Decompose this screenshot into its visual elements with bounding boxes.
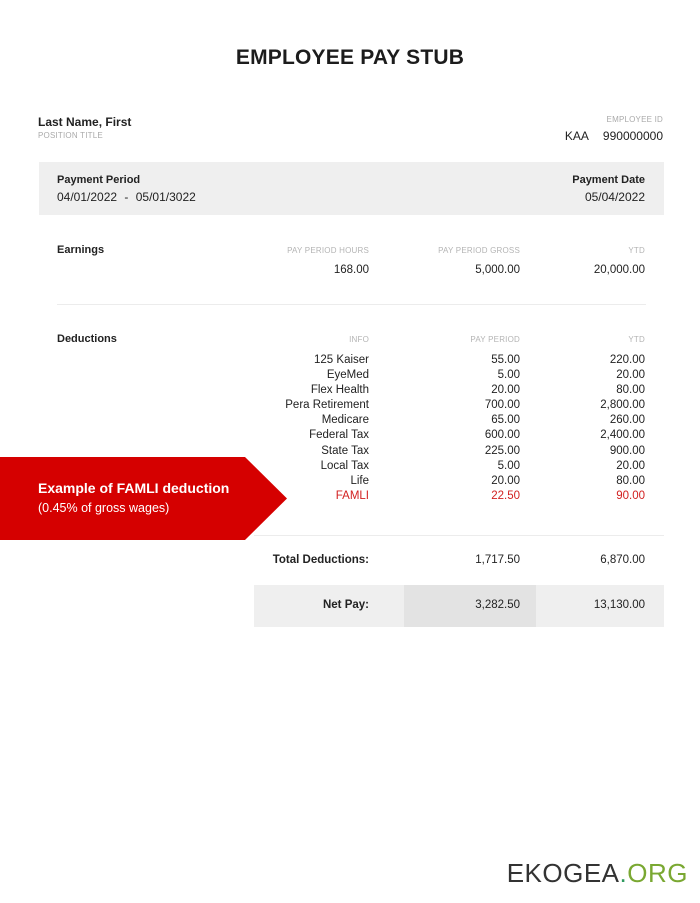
period-separator: -: [124, 190, 129, 204]
earnings-hours: 168.00: [333, 264, 369, 276]
net-pay-ytd: 13,130.00: [593, 599, 645, 611]
deduction-ytd: 2,800.00: [600, 399, 645, 412]
deduction-ytd: 2,400.00: [600, 429, 645, 442]
deduction-info: State Tax: [321, 444, 369, 457]
earnings-header-hours: PAY PERIOD HOURS: [287, 246, 369, 255]
deduction-info: Medicare: [321, 414, 369, 427]
earnings-ytd: 20,000.00: [593, 264, 645, 276]
employee-position: POSITION TITLE: [38, 131, 103, 140]
deductions-header-info: INFO: [349, 335, 369, 344]
brand-part-1: EKOGEA: [506, 858, 620, 888]
deduction-period: 5.00: [497, 369, 520, 382]
deduction-ytd: 80.00: [616, 474, 645, 487]
deductions-ytd-column: [600, 353, 645, 504]
deduction-period: 600.00: [484, 429, 520, 442]
total-deductions-period: 1,717.50: [475, 554, 520, 566]
deduction-period: 22.50: [491, 489, 520, 502]
net-pay-period: 3,282.50: [475, 599, 520, 611]
deduction-period: 225.00: [484, 444, 520, 457]
earnings-gross: 5,000.00: [475, 264, 520, 276]
page-title: EMPLOYEE PAY STUB: [235, 46, 465, 69]
deduction-ytd: 220.00: [609, 354, 645, 366]
earnings-label: Earnings: [57, 244, 105, 256]
deduction-ytd: 20.00: [616, 369, 645, 382]
deduction-ytd: 90.00: [616, 489, 645, 502]
earnings-header-gross: PAY PERIOD GROSS: [438, 246, 520, 255]
deduction-ytd: 20.00: [616, 459, 645, 472]
payment-period-panel: [39, 162, 664, 215]
payment-date-label: Payment Date: [572, 174, 645, 186]
employee-name: Last Name, First: [38, 115, 132, 129]
callout-subtitle: (0.45% of gross wages): [38, 501, 170, 515]
deduction-info: Life: [350, 474, 369, 487]
deduction-ytd: 260.00: [609, 414, 645, 427]
deduction-period: 20.00: [491, 474, 520, 487]
brand-part-3: ORG: [627, 858, 688, 888]
deductions-header-period: PAY PERIOD: [470, 335, 520, 344]
callout-title: Example of FAMLI deduction: [38, 480, 230, 496]
deductions-header-ytd: YTD: [628, 335, 645, 344]
deductions-info-column: [285, 353, 369, 504]
deduction-info: Pera Retirement: [285, 399, 369, 412]
brand-logo: [507, 858, 688, 889]
payment-period-label: Payment Period: [57, 174, 141, 186]
employee-id-label: EMPLOYEE ID: [606, 115, 663, 124]
employee-id: 990000000: [602, 129, 663, 143]
section-divider: [57, 304, 646, 305]
deduction-ytd: 900.00: [609, 444, 645, 457]
totals-divider: [254, 535, 664, 536]
earnings-header-ytd: YTD: [628, 246, 645, 255]
period-start: 04/01/2022: [57, 190, 118, 204]
callout-arrow-shape: [0, 457, 287, 540]
employee-code: KAA: [564, 129, 589, 143]
deduction-period: 700.00: [484, 399, 520, 412]
deductions-period-column: [485, 353, 520, 504]
deduction-info: EyeMed: [326, 369, 369, 382]
payment-date: 05/04/2022: [584, 190, 645, 204]
deduction-info: Local Tax: [320, 459, 369, 472]
deduction-period: 65.00: [491, 414, 520, 427]
deduction-ytd: 80.00: [616, 384, 645, 397]
total-deductions-label: Total Deductions:: [272, 554, 369, 566]
employee-id-row: [565, 129, 663, 143]
brand-dot: .: [619, 858, 628, 888]
deduction-period: 5.00: [497, 459, 520, 472]
total-deductions-ytd: 6,870.00: [600, 554, 645, 566]
famli-callout: [0, 457, 287, 540]
deduction-info: FAMLI: [335, 489, 369, 502]
deduction-info: Flex Health: [310, 384, 369, 397]
period-end: 05/01/3022: [135, 190, 196, 204]
deduction-info: 125 Kaiser: [314, 354, 369, 366]
deductions-label: Deductions: [57, 333, 117, 345]
deduction-info: Federal Tax: [309, 429, 369, 442]
net-pay-label: Net Pay:: [322, 599, 369, 611]
deduction-period: 20.00: [491, 384, 520, 397]
payment-period-range: [57, 190, 196, 204]
deduction-period: 55.00: [491, 354, 520, 366]
